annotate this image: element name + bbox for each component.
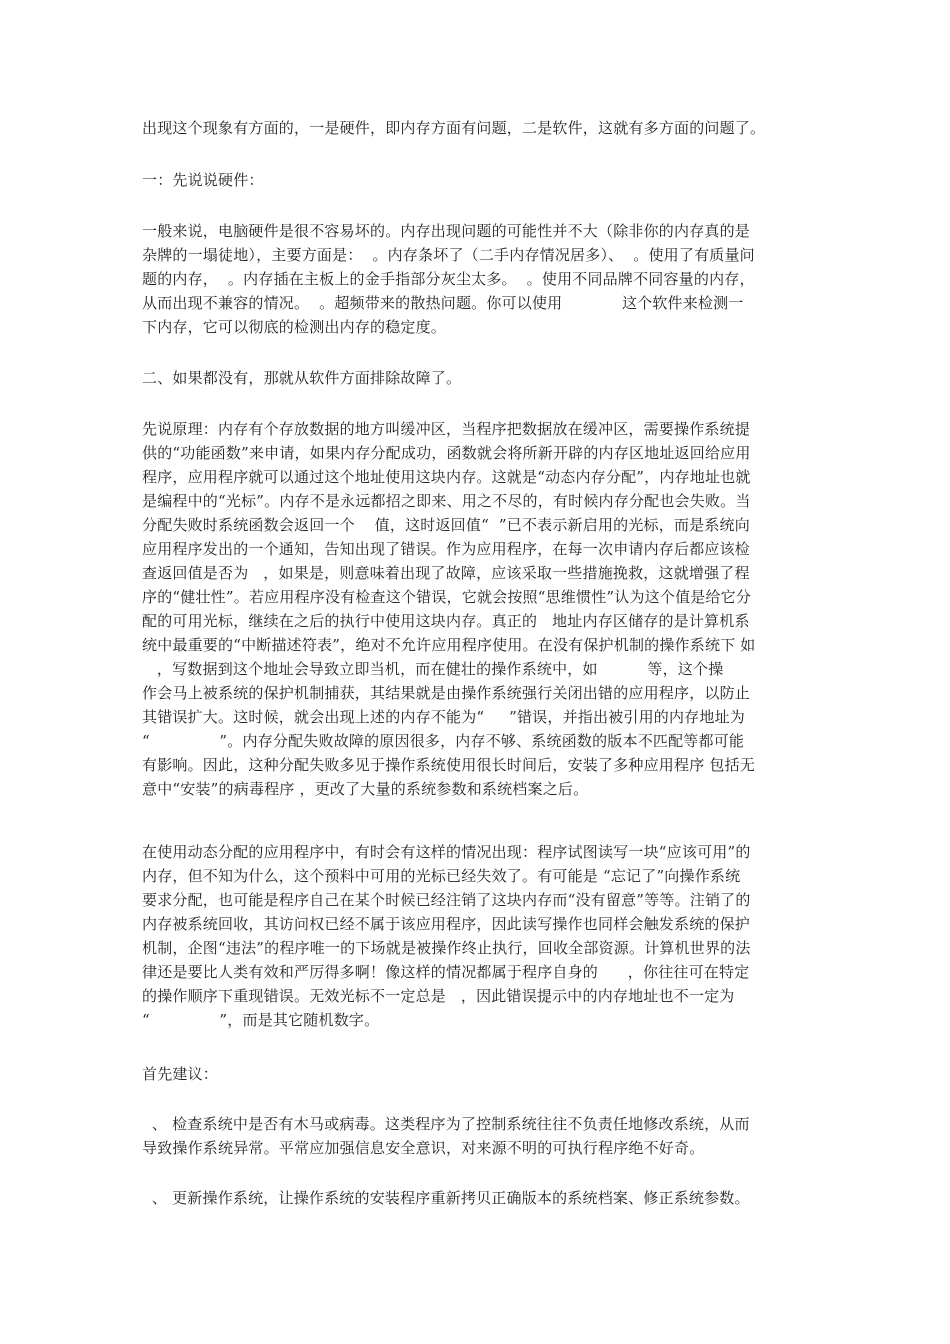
hardware-heading xyxy=(142,168,822,192)
text-line: 内存，但不知为什么，这个预料中可用的光标已经失效了。有可能是 “忘记了”向操作系统 xyxy=(142,867,741,885)
text-line: 配的可用光标，继续在之后的执行中使用这块内存。真正的 地址内存区储存的是计算机系 xyxy=(142,612,750,630)
text-line: “ ”，而是其它随机数字。 xyxy=(142,1011,380,1029)
principle-paragraph xyxy=(142,417,822,801)
text-line: 应用程序发出的一个通知，告知出现了错误。作为应用程序，在每一次申请内存后都应该检 xyxy=(142,540,751,558)
text-line: 一般来说，电脑硬件是很不容易坏的。内存出现问题的可能性并不大（除非你的内存真的是 xyxy=(142,222,751,240)
dynamic-allocation-paragraph xyxy=(142,840,822,1032)
text-line: 一：先说说硬件： xyxy=(142,171,264,189)
text-line: 要求分配，也可能是程序自己在某个时候已经注销了这块内存而“没有留意”等等。注销了的 xyxy=(142,891,751,909)
text-line: 、 检查系统中是否有木马或病毒。这类程序为了控制系统往往不负责任地修改系统，从而 xyxy=(142,1115,750,1133)
text-line: ，写数据到这个地址会导致立即当机，而在健壮的操作系统中，如 等，这个操 xyxy=(142,660,724,678)
text-line: 机制，企图“违法”的程序唯一的下场就是被操作终止执行，回收全部资源。计算机世界的法 xyxy=(142,939,751,957)
suggestions-heading xyxy=(142,1062,822,1086)
text-line: 分配失败时系统函数会返回一个 值，这时返回值“ ”已不表示新启用的光标，而是系统向 xyxy=(142,516,750,534)
text-line: 有影响。因此，这种分配失败多见于操作系统使用很长时间后，安装了多种应用程序 包括无 xyxy=(142,756,755,774)
text-line: 内存被系统回收，其访问权已经不属于该应用程序，因此读写操作也同样会触发系统的保护 xyxy=(142,915,751,933)
text-line: 的操作顺序下重现错误。无效光标不一定总是 ，因此错误提示中的内存地址也不一定为 xyxy=(142,987,735,1005)
text-line: 程序，应用程序就可以通过这个地址使用这块内存。这就是“动态内存分配”，内存地址也就 xyxy=(142,468,751,486)
text-line: 首先建议： xyxy=(142,1065,219,1083)
text-line: 在使用动态分配的应用程序中，有时会有这样的情况出现：程序试图读写一块“应该可用”的 xyxy=(142,843,751,861)
suggestion-item-1 xyxy=(142,1112,822,1160)
text-line: 二、如果都没有，那就从软件方面排除故障了。 xyxy=(142,369,462,387)
text-line: “ ”。内存分配失败故障的原因很多，内存不够、系统函数的版本不匹配等都可能 xyxy=(142,732,745,750)
text-line: 题的内存， 。内存插在主板上的金手指部分灰尘太多。 。使用不同品牌不同容量的内存， xyxy=(142,270,755,288)
text-line: 其错误扩大。这时候，就会出现上述的内存不能为“ ”错误，并指出被引用的内存地址为 xyxy=(142,708,745,726)
text-line: 律还是要比人类有效和严厉得多啊！像这样的情况都属于程序自身的 ，你往往可在特定 xyxy=(142,963,750,981)
text-line: 作会马上被系统的保护机制捕获，其结果就是由操作系统强行关闭出错的应用程序，以防止 xyxy=(142,684,751,702)
text-line: 序的“健壮性”。若应用程序没有检查这个错误，它就会按照“思维惯性”认为这个值是给它分 xyxy=(142,588,752,606)
text-line: 意中“安装”的病毒程序 ，更改了大量的系统参数和系统档案之后。 xyxy=(142,780,589,798)
text-line: 、 更新操作系统，让操作系统的安装程序重新拷贝正确版本的系统档案、修正系统参数。 xyxy=(142,1189,750,1207)
text-line: 导致操作系统异常。平常应加强信息安全意识，对来源不明的可执行程序绝不好奇。 xyxy=(142,1139,705,1157)
text-line: 下内存，它可以彻底的检测出内存的稳定度。 xyxy=(142,318,447,336)
text-line: 查返回值是否为 ，如果是，则意味着出现了故障，应该采取一些措施挽救，这就增强了程 xyxy=(142,564,750,582)
text-line: 是编程中的“光标”。内存不是永远都招之即来、用之不尽的，有时候内存分配也会失败。当 xyxy=(142,492,751,510)
text-line: 从而出现不兼容的情况。 。超频带来的散热问题。你可以使用 这个软件来检测一 xyxy=(142,294,744,312)
suggestion-item-2 xyxy=(142,1186,822,1210)
text-line: 出现这个现象有方面的，一是硬件，即内存方面有问题，二是软件，这就有多方面的问题了。 xyxy=(142,119,766,137)
text-line: 供的“功能函数”来申请，如果内存分配成功，函数就会将所新开辟的内存区地址返回给应用 xyxy=(142,444,751,462)
text-line: 先说原理：内存有个存放数据的地方叫缓冲区，当程序把数据放在缓冲区，需要操作系统提 xyxy=(142,420,751,438)
intro-paragraph xyxy=(142,116,822,140)
software-heading xyxy=(142,366,822,390)
text-line: 杂牌的一塌徒地），主要方面是： 。内存条坏了（二手内存情况居多）、 。使用了有质量问 xyxy=(142,246,755,264)
hardware-paragraph xyxy=(142,219,822,339)
text-line: 统中最重要的“中断描述符表”，绝对不允许应用程序使用。在没有保护机制的操作系统下 如 xyxy=(142,636,756,654)
